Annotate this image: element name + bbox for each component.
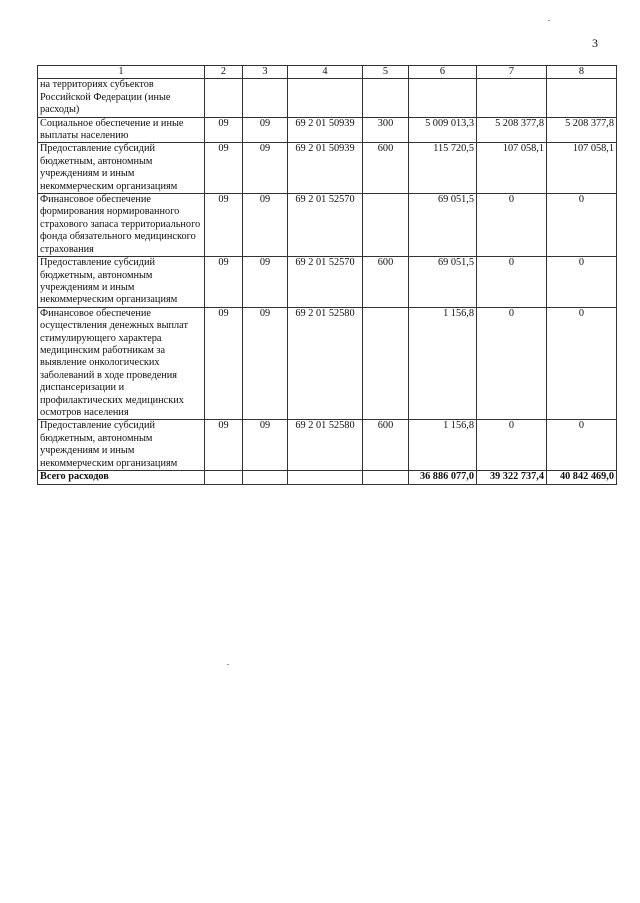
total-col7: 39 322 737,4 (477, 471, 547, 485)
column-header: 3 (243, 66, 288, 79)
column-header: 7 (477, 66, 547, 79)
column-header: 2 (205, 66, 243, 79)
total-label: Всего расходов (38, 471, 205, 485)
total-col8: 40 842 469,0 (547, 471, 617, 485)
amount-col8 (547, 79, 617, 117)
subsection-code: 09 (243, 143, 288, 194)
amount-col7: 0 (477, 420, 547, 471)
section-code: 09 (205, 117, 243, 143)
amount-col6 (409, 79, 477, 117)
target-article-code: 69 2 01 52570 (288, 257, 363, 308)
amount-col6: 5 009 013,3 (409, 117, 477, 143)
column-header: 6 (409, 66, 477, 79)
table-row (38, 307, 617, 420)
total-col6: 36 886 077,0 (409, 471, 477, 485)
target-article-code: 69 2 01 52570 (288, 194, 363, 257)
amount-col6: 1 156,8 (409, 420, 477, 471)
expense-name: Финансовое обеспечение осуществления денежных выплат стимулирующего характера медицинским работникам за выявление онкологических заболеваний в ходе проведения диспансеризации и профилактических медицинских осмотров населения (38, 307, 205, 420)
amount-col8: 107 058,1 (547, 143, 617, 194)
amount-col6: 69 051,5 (409, 257, 477, 308)
page-number: 3 (592, 36, 598, 50)
subsection-code (243, 79, 288, 117)
amount-col7: 0 (477, 194, 547, 257)
total-row (38, 471, 617, 485)
scan-speck (548, 20, 550, 21)
empty-cell (288, 471, 363, 485)
expense-name: Предоставление субсидий бюджетным, автономным учреждениям и иным некоммерческим организациям (38, 420, 205, 471)
amount-col6: 115 720,5 (409, 143, 477, 194)
expense-type-code: 600 (363, 257, 409, 308)
table-row (38, 143, 617, 194)
section-code: 09 (205, 194, 243, 257)
subsection-code: 09 (243, 307, 288, 420)
expense-type-code: 600 (363, 143, 409, 194)
target-article-code: 69 2 01 50939 (288, 143, 363, 194)
target-article-code: 69 2 01 52580 (288, 307, 363, 420)
table-row (38, 420, 617, 471)
amount-col6: 69 051,5 (409, 194, 477, 257)
expense-type-code (363, 307, 409, 420)
amount-col8: 0 (547, 307, 617, 420)
amount-col7: 107 058,1 (477, 143, 547, 194)
amount-col7: 0 (477, 307, 547, 420)
target-article-code: 69 2 01 52580 (288, 420, 363, 471)
column-header: 5 (363, 66, 409, 79)
amount-col8: 5 208 377,8 (547, 117, 617, 143)
amount-col8: 0 (547, 257, 617, 308)
expense-name: Предоставление субсидий бюджетным, автономным учреждениям и иным некоммерческим организациям (38, 143, 205, 194)
table-row (38, 117, 617, 143)
amount-col7: 5 208 377,8 (477, 117, 547, 143)
table-row (38, 79, 617, 117)
expense-type-code (363, 194, 409, 257)
budget-table (37, 65, 617, 485)
amount-col8: 0 (547, 420, 617, 471)
amount-col7 (477, 79, 547, 117)
amount-col7: 0 (477, 257, 547, 308)
section-code: 09 (205, 257, 243, 308)
column-number-row (38, 66, 617, 79)
amount-col6: 1 156,8 (409, 307, 477, 420)
subsection-code: 09 (243, 117, 288, 143)
section-code: 09 (205, 420, 243, 471)
section-code: 09 (205, 307, 243, 420)
column-header: 8 (547, 66, 617, 79)
expense-name: Финансовое обеспечение формирования нормированного страхового запаса территориального фонда обязательного медицинского страхования (38, 194, 205, 257)
empty-cell (243, 471, 288, 485)
column-header: 1 (38, 66, 205, 79)
section-code (205, 79, 243, 117)
expense-name: Предоставление субсидий бюджетным, автономным учреждениям и иным некоммерческим организациям (38, 257, 205, 308)
expense-type-code: 300 (363, 117, 409, 143)
table-row (38, 257, 617, 308)
amount-col8: 0 (547, 194, 617, 257)
column-header: 4 (288, 66, 363, 79)
target-article-code: 69 2 01 50939 (288, 117, 363, 143)
section-code: 09 (205, 143, 243, 194)
expense-name: Социальное обеспечение и иные выплаты населению (38, 117, 205, 143)
scan-speck (227, 664, 229, 665)
empty-cell (205, 471, 243, 485)
subsection-code: 09 (243, 194, 288, 257)
table-row (38, 194, 617, 257)
expense-type-code (363, 79, 409, 117)
subsection-code: 09 (243, 257, 288, 308)
subsection-code: 09 (243, 420, 288, 471)
target-article-code (288, 79, 363, 117)
expense-name: на территориях субъектов Российской Федерации (иные расходы) (38, 79, 205, 117)
empty-cell (363, 471, 409, 485)
expense-type-code: 600 (363, 420, 409, 471)
